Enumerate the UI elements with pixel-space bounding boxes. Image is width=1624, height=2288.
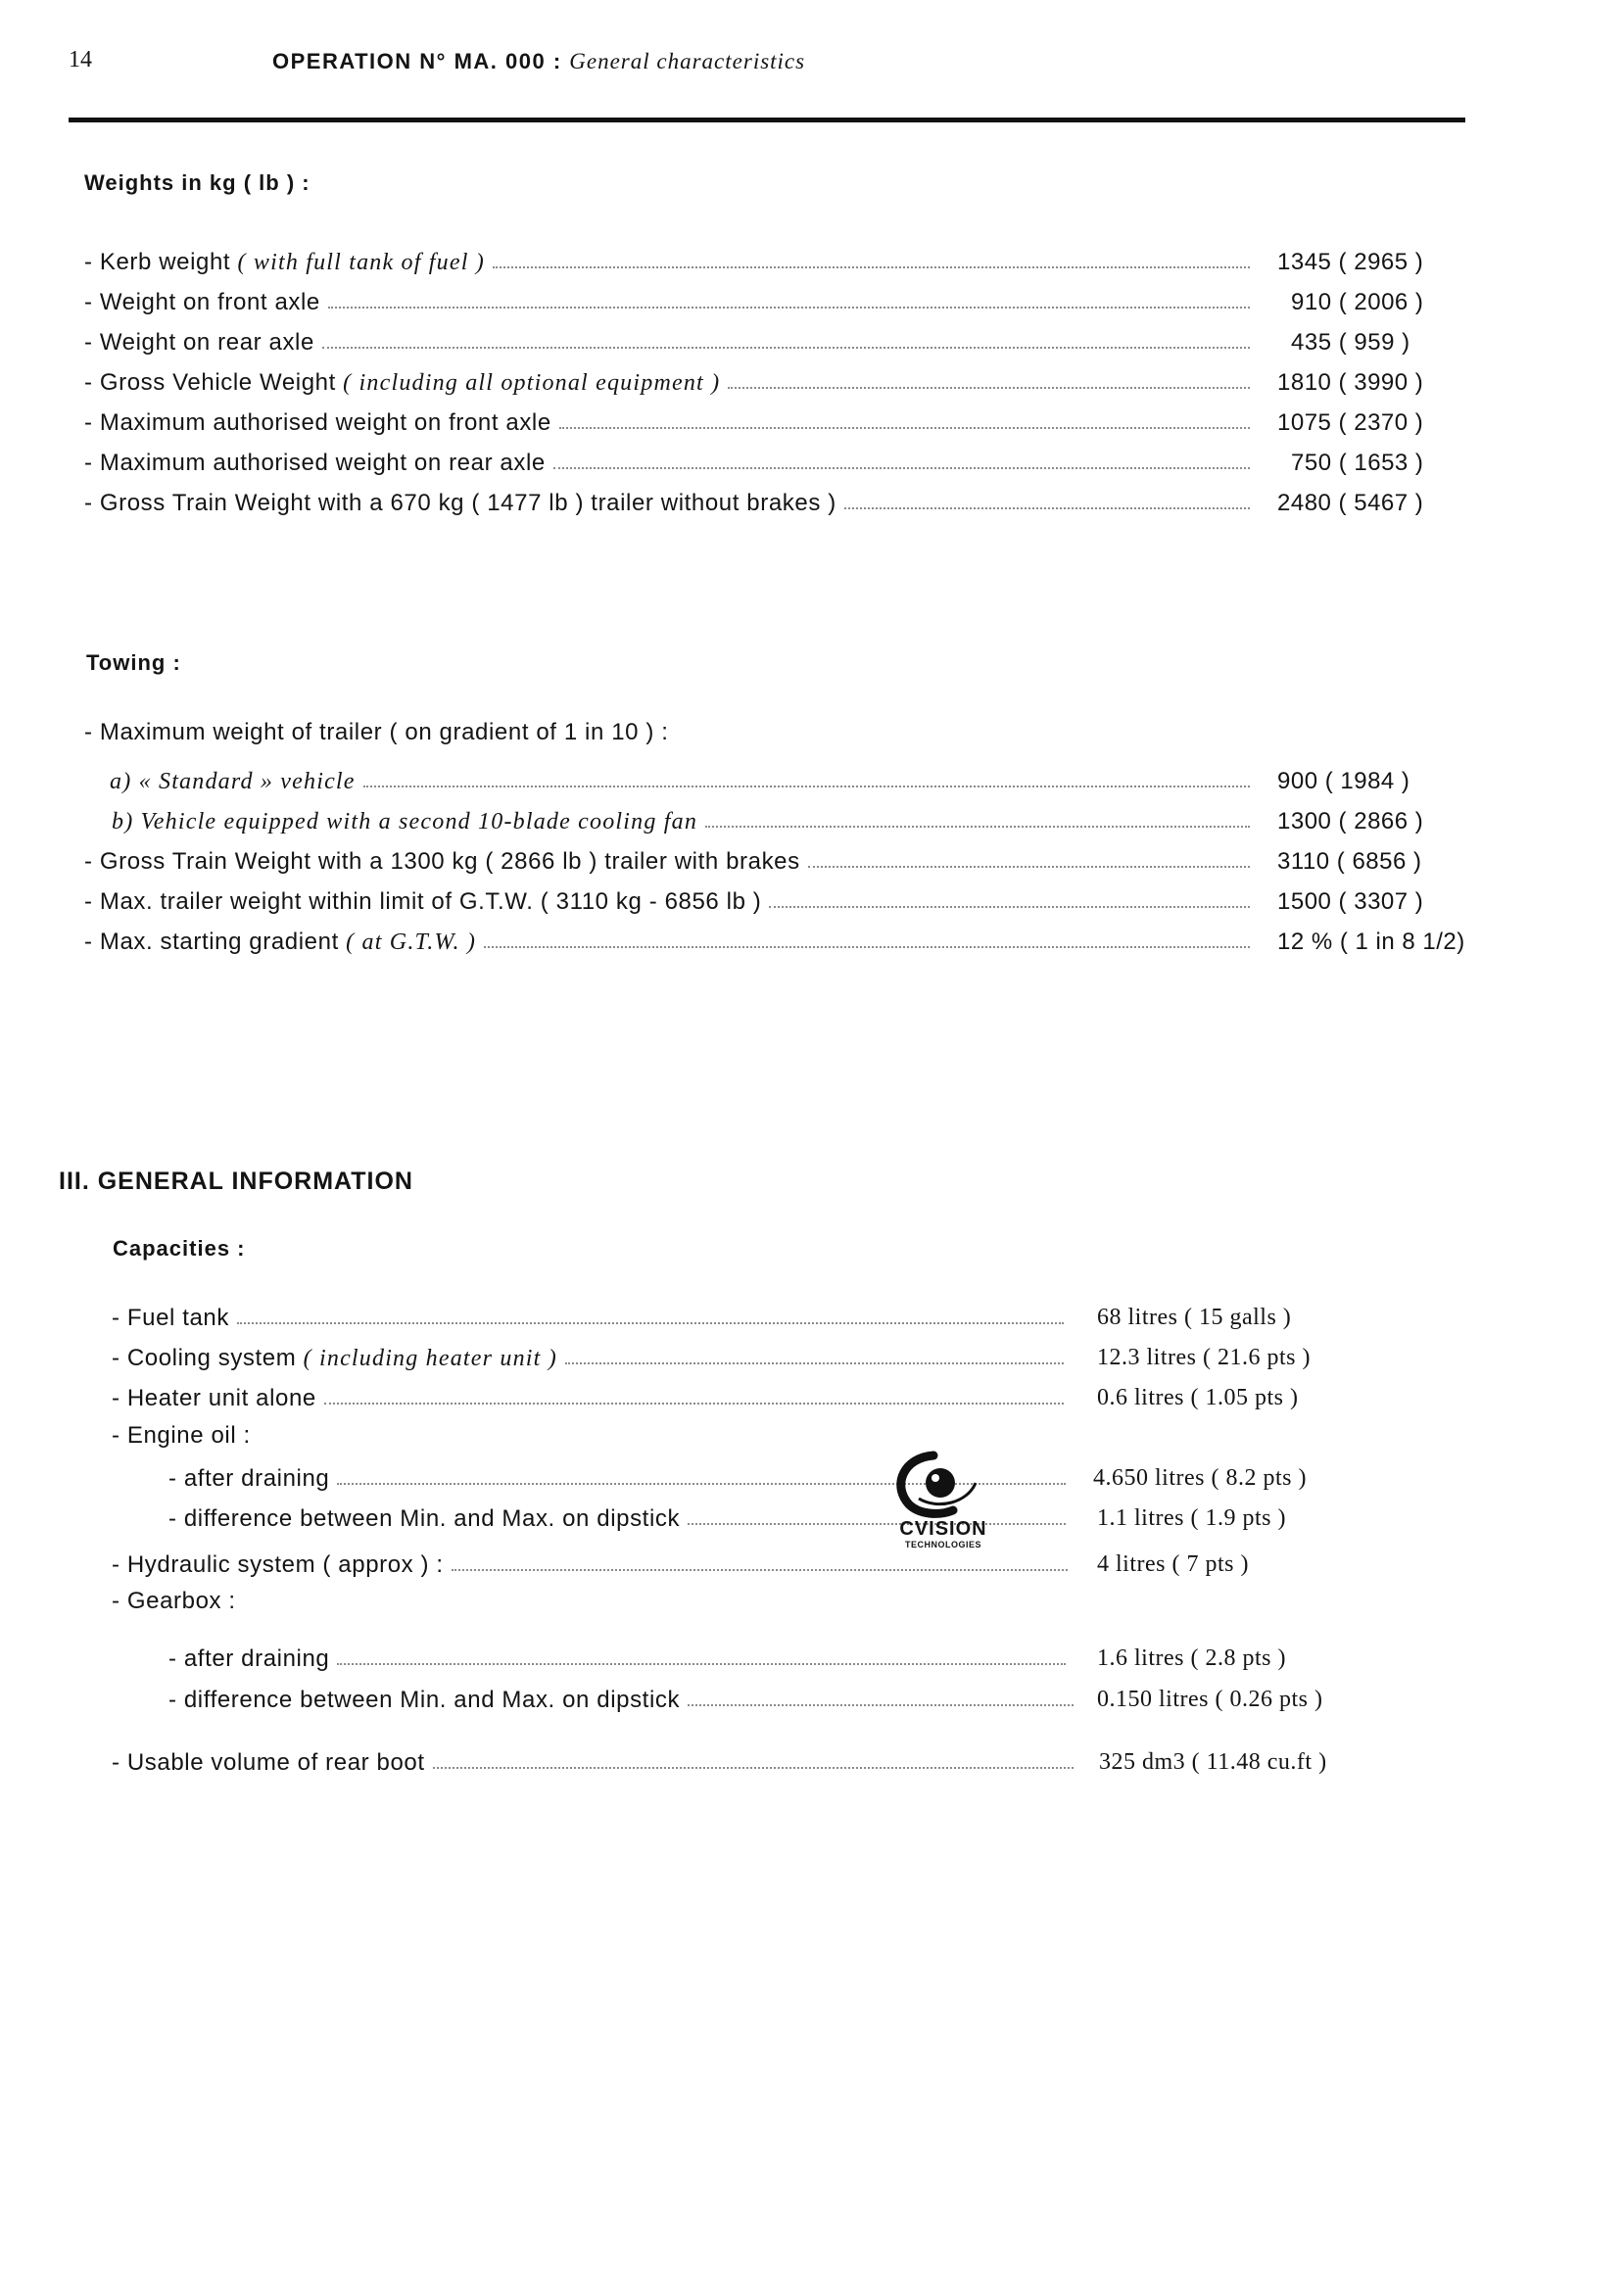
capacity-label-engine-oil: - Engine oil : [112,1422,251,1449]
leader-dots [565,1362,1064,1364]
cvision-logo-subtext: TECHNOLOGIES [904,1540,981,1549]
leader-dots [363,786,1250,787]
leader-dots [688,1704,1074,1706]
row-label: - Max. trailer weight within limit of G.T.W. ( 3110 kg - 6856 lb ) [84,888,762,915]
row-label: - difference between Min. and Max. on dipstick [168,1687,681,1713]
weights-value-kerb: 1345 ( 2965 ) [1277,249,1424,275]
row-label: - Kerb weight ( with full tank of fuel ) [84,249,485,275]
towing-row-cooling-fan [112,804,1250,835]
page-title-text: OPERATION N° MA. 000 : [272,49,562,73]
weights-row-max-front [84,405,1250,437]
cvision-logo-text: CVISION [899,1518,987,1540]
weights-row-rear-axle [84,325,1250,357]
weights-row-max-rear [84,446,1250,477]
row-label: - after draining [168,1465,330,1492]
row-label: - Hydraulic system ( approx ) : [112,1551,444,1578]
towing-intro: - Maximum weight of trailer ( on gradient of 1 in 10 ) : [84,719,669,745]
leader-dots [328,307,1250,309]
page-number: 14 [69,47,92,72]
row-label: - Maximum authorised weight on front axle [84,409,551,436]
row-label: - Heater unit alone [112,1385,316,1411]
capacity-row-gearbox-draining [168,1642,1066,1673]
capacity-value-hydraulic: 4 litres ( 7 pts ) [1097,1551,1249,1577]
capacity-row-heater-unit [112,1381,1064,1412]
leader-dots [769,906,1250,908]
row-label: - Gross Vehicle Weight ( including all optional equipment ) [84,369,721,396]
towing-row-standard [110,764,1250,795]
leader-dots [705,826,1250,828]
capacity-row-fuel-tank [112,1301,1064,1332]
leader-dots [493,266,1250,268]
row-label: - difference between Min. and Max. on dipstick [168,1505,681,1532]
header-rule [69,118,1465,122]
leader-dots [559,427,1250,429]
capacity-row-cooling-system [112,1341,1064,1372]
row-label: - Weight on rear axle [84,329,314,356]
capacity-row-rear-boot [112,1745,1074,1777]
leader-dots [433,1767,1074,1769]
capacity-value-engine-oil-draining: 4.650 litres ( 8.2 pts ) [1093,1465,1307,1491]
weights-value-gross-vehicle: 1810 ( 3990 ) [1277,369,1424,396]
weights-row-gross-train [84,486,1250,517]
leader-dots [553,467,1250,469]
towing-value-max-trailer: 1500 ( 3307 ) [1277,888,1424,915]
row-label: - Maximum authorised weight on rear axle [84,450,546,476]
leader-dots [844,507,1250,509]
capacity-value-gearbox-draining: 1.6 litres ( 2.8 pts ) [1097,1645,1286,1671]
leader-dots [728,387,1250,389]
row-label: - Max. starting gradient ( at G.T.W. ) [84,929,477,955]
towing-value-standard: 900 ( 1984 ) [1277,768,1410,794]
row-label: - Gross Train Weight with a 670 kg ( 1477 lb ) trailer without brakes ) [84,490,836,516]
row-label: a) « Standard » vehicle [110,769,356,794]
leader-dots [322,347,1250,349]
leader-dots [337,1663,1066,1665]
row-label: - Weight on front axle [84,289,320,315]
page-title [272,49,805,74]
leader-dots [808,866,1250,868]
capacity-value-engine-oil-dipstick: 1.1 litres ( 1.9 pts ) [1097,1505,1286,1531]
general-information-heading: III. GENERAL INFORMATION [59,1168,413,1195]
towing-value-gross-train: 3110 ( 6856 ) [1277,848,1422,875]
weights-row-kerb [84,245,1250,276]
capacity-value-gearbox-dipstick: 0.150 litres ( 0.26 pts ) [1097,1687,1323,1712]
weights-value-front-axle: 910 ( 2006 ) [1291,289,1424,315]
cvision-eye-icon [880,1448,1007,1521]
weights-value-max-rear: 750 ( 1653 ) [1291,450,1424,476]
capacity-value-heater-unit: 0.6 litres ( 1.05 pts ) [1097,1385,1299,1410]
capacities-heading: Capacities : [113,1236,246,1261]
weights-row-gross-vehicle [84,365,1250,397]
row-label: b) Vehicle equipped with a second 10-blade cooling fan [112,809,698,834]
towing-row-starting-gradient [84,925,1250,956]
leader-dots [688,1523,1066,1525]
leader-dots [484,946,1250,948]
row-label: - after draining [168,1645,330,1672]
weights-value-gross-train: 2480 ( 5467 ) [1277,490,1424,516]
cvision-logo [880,1448,1007,1555]
weights-heading: Weights in kg ( lb ) : [84,170,310,195]
weights-value-max-front: 1075 ( 2370 ) [1277,409,1424,436]
weights-value-rear-axle: 435 ( 959 ) [1291,329,1410,356]
page-subtitle: General characteristics [569,49,806,73]
capacity-value-rear-boot: 325 dm3 ( 11.48 cu.ft ) [1099,1749,1327,1775]
capacity-value-fuel-tank: 68 litres ( 15 galls ) [1097,1305,1292,1330]
capacity-value-cooling-system: 12.3 litres ( 21.6 pts ) [1097,1345,1311,1370]
leader-dots [237,1322,1064,1324]
leader-dots [324,1403,1064,1405]
towing-value-cooling-fan: 1300 ( 2866 ) [1277,808,1424,834]
towing-row-max-trailer [84,884,1250,916]
weights-row-front-axle [84,285,1250,316]
capacity-label-gearbox: - Gearbox : [112,1588,236,1614]
towing-heading: Towing : [86,650,181,675]
row-label: - Usable volume of rear boot [112,1749,425,1776]
towing-row-gross-train [84,844,1250,876]
row-label: - Gross Train Weight with a 1300 kg ( 2866 lb ) trailer with brakes [84,848,800,875]
row-label: - Cooling system ( including heater unit ) [112,1345,557,1371]
row-label: - Fuel tank [112,1305,229,1331]
capacity-row-gearbox-dipstick [168,1683,1074,1714]
leader-dots [452,1569,1068,1571]
towing-value-starting-gradient: 12 % ( 1 in 8 1/2) [1277,929,1465,955]
